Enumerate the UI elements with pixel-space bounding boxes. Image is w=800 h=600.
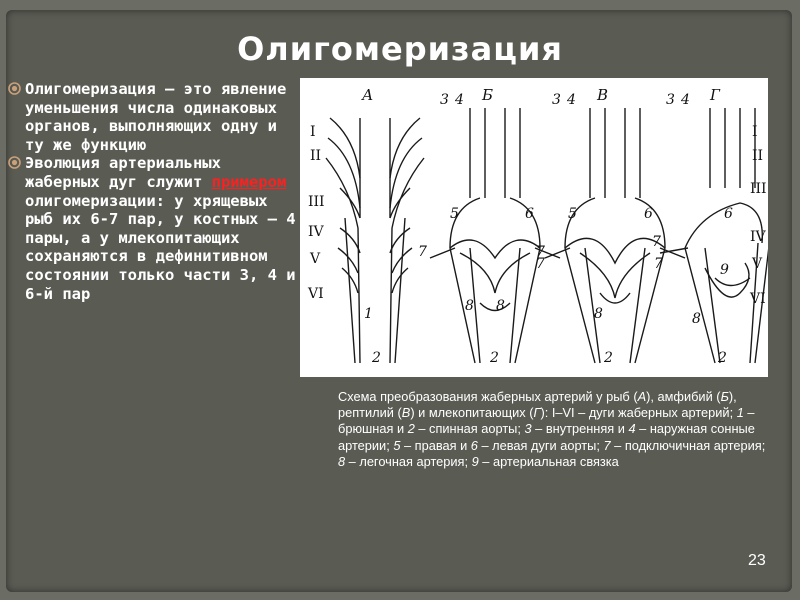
panel-letter-a: А	[362, 86, 374, 104]
artery-number: 4	[681, 92, 690, 108]
caption-number: 6	[470, 437, 478, 453]
panel-letter-v: В	[597, 86, 609, 104]
arch-label: VI	[308, 286, 324, 302]
caption-number: 7	[603, 437, 611, 453]
caption-text: ): I–VI – дуги жаберных артерий;	[540, 405, 737, 421]
artery-number: 2	[490, 350, 499, 366]
caption-number: 2	[407, 421, 415, 437]
caption-letter: В	[401, 405, 411, 421]
artery-number: 3	[552, 92, 561, 108]
caption-number: 4	[628, 421, 636, 437]
bullet-text-pre: Эволюция артериальных жаберных дуг служит	[25, 154, 221, 191]
artery-number: 2	[718, 350, 727, 366]
artery-number: 9	[720, 262, 729, 278]
caption-number: 9	[471, 453, 479, 469]
caption-text: – брюшная и	[338, 405, 755, 437]
artery-number: 6	[724, 206, 733, 222]
caption-text: – легочная артерия;	[345, 453, 472, 469]
caption-number: 5	[393, 437, 401, 453]
artery-number: 7	[418, 244, 427, 260]
panel-letter-b: Б	[482, 86, 494, 104]
bullet-text-post: олигомеризации: у хрящевых рыб их 6-7 пар, у костных – 4 пары, а у млекопитающих сохраняются в дефинитивном состоянии только части 3, 4 и 6-й пар	[25, 191, 296, 303]
artery-number: 5	[450, 206, 459, 222]
caption-number: 1	[736, 405, 744, 421]
arch-label: V	[752, 256, 763, 272]
caption-letter: А	[637, 389, 647, 404]
artery-number: 8	[465, 298, 474, 314]
artery-number: 7	[654, 256, 663, 272]
slide-title: Олигомеризация	[237, 30, 563, 68]
artery-number: 7	[652, 234, 661, 250]
caption-text: ) и млекопитающих (	[410, 405, 534, 421]
diagram-drawing	[300, 78, 768, 377]
caption-text: – спинная аорты;	[414, 421, 525, 437]
arch-label: VI	[750, 291, 766, 307]
bullet-icon	[8, 156, 21, 169]
bullet-list	[8, 80, 298, 303]
artery-number: 6	[525, 206, 534, 222]
arch-label: II	[752, 148, 764, 164]
artery-number: 8	[692, 311, 701, 327]
caption-number: 8	[338, 453, 346, 469]
arch-label: V	[310, 251, 321, 267]
arch-label: IV	[750, 229, 766, 245]
caption-text: – левая дуги аорты;	[477, 437, 604, 453]
artery-number: 5	[568, 206, 577, 222]
artery-number: 8	[496, 298, 505, 314]
caption-text: ), рептилий (	[338, 389, 737, 421]
arch-label: I	[752, 124, 758, 140]
caption-text: – внутренняя и	[531, 421, 629, 437]
artery-number: 7	[536, 244, 545, 260]
artery-number: 3	[666, 92, 675, 108]
diagram-caption	[338, 389, 768, 470]
artery-number: 1	[364, 306, 373, 322]
artery-number: 6	[644, 206, 653, 222]
caption-number: 3	[524, 421, 532, 437]
bullet-item-example	[8, 154, 298, 303]
caption-letter: Б	[720, 389, 729, 404]
artery-number: 4	[455, 92, 464, 108]
arch-label: I	[310, 124, 316, 140]
caption-text: Схема преобразования жаберных артерий у рыб (	[338, 389, 638, 404]
artery-number: 8	[594, 306, 603, 322]
caption-text: – наружная сонные артерии;	[338, 421, 755, 453]
panel-letter-g: Г	[710, 86, 720, 104]
caption-text: ), амфибий (	[646, 389, 721, 404]
bullet-icon	[8, 82, 21, 95]
artery-number: 2	[372, 350, 381, 366]
caption-text: – подключичная артерия;	[610, 437, 766, 453]
page-number: 23	[748, 552, 766, 569]
caption-letter: Г	[533, 405, 541, 421]
caption-text: – артериальная связка	[478, 453, 619, 469]
bullet-text: Олигомеризация – это явление уменьшения числа одинаковых органов, выполняющих одну и ту же функцию	[25, 80, 287, 154]
artery-number: 2	[604, 350, 613, 366]
arch-label: II	[310, 148, 322, 164]
arch-label: IV	[308, 224, 324, 240]
arch-label: III	[750, 181, 767, 197]
example-link[interactable]: примером	[211, 172, 287, 191]
arch-label: III	[308, 194, 325, 210]
gill-arteries-diagram	[300, 78, 768, 377]
bullet-item-definition	[8, 80, 298, 154]
artery-number: 3	[440, 92, 449, 108]
artery-number: 7	[536, 256, 545, 272]
caption-text: – правая и	[400, 437, 471, 453]
artery-number: 4	[567, 92, 576, 108]
